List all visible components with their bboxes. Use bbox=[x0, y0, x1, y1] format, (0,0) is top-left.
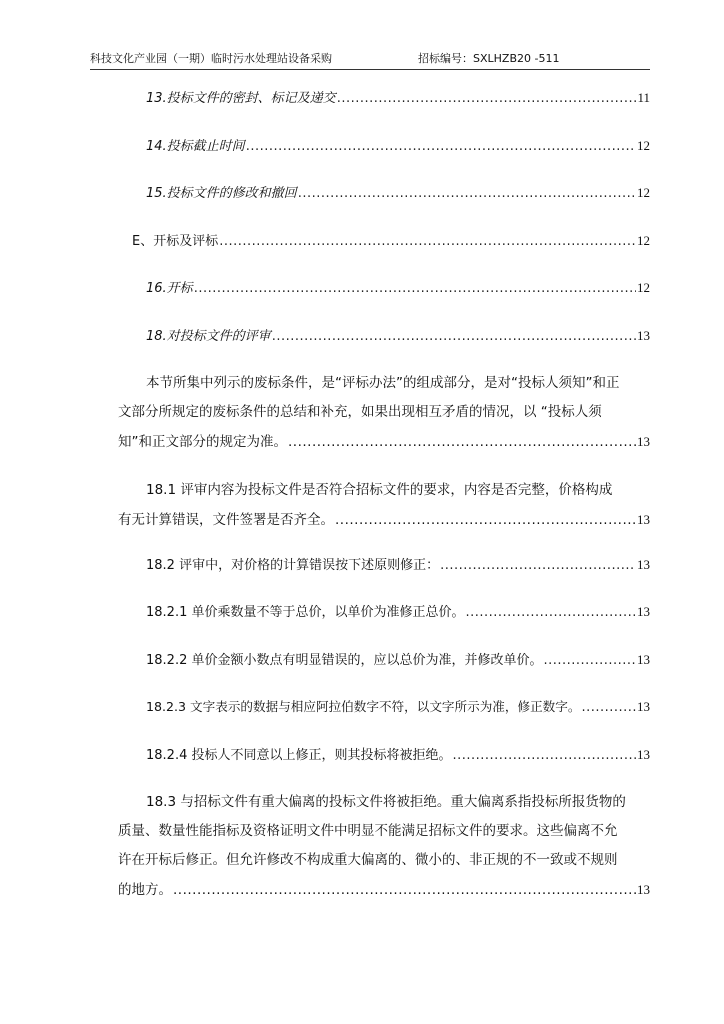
toc-entry-section-e[interactable] bbox=[132, 233, 650, 250]
toc-entry-16[interactable] bbox=[146, 280, 650, 297]
leader-dots bbox=[173, 876, 636, 905]
toc-entry-label: 14.投标截止时间 bbox=[146, 139, 245, 154]
paragraph-line: 知”和正文部分的规定为准。 bbox=[118, 434, 287, 450]
toc-entry-label: 13.投标文件的密封、标记及递交 bbox=[146, 91, 336, 106]
toc-page-number: 12 bbox=[637, 185, 650, 200]
toc-entry-18-2-2[interactable] bbox=[146, 652, 650, 669]
leader-dots bbox=[219, 234, 636, 250]
toc-page-number: 11 bbox=[637, 90, 650, 105]
header-bid-number: 招标编号：SXLHZB20 -511 bbox=[418, 52, 560, 65]
toc-entry-label: 18.2 评审中，对价格的计算错误按下述原则修正： bbox=[146, 558, 440, 573]
paragraph-last-line bbox=[118, 875, 650, 904]
toc-entry-label: 18.2.4 投标人不同意以上修正，则其投标将被拒绝。 bbox=[146, 748, 452, 763]
leader-dots bbox=[452, 748, 636, 764]
leader-dots bbox=[194, 281, 636, 297]
toc-entry-18-1[interactable] bbox=[118, 476, 650, 534]
toc-entry-15[interactable] bbox=[146, 185, 650, 202]
paragraph-line: 18.1 评审内容为投标文件是否符合招标文件的要求，内容是否完整，价格构成 bbox=[146, 482, 613, 498]
leader-dots bbox=[272, 329, 636, 345]
toc-page-number: 13 bbox=[637, 328, 650, 343]
paragraph-last-line bbox=[118, 505, 650, 534]
leader-dots bbox=[335, 506, 636, 535]
leader-dots bbox=[337, 91, 637, 107]
leader-dots bbox=[581, 700, 636, 716]
toc-entry-18[interactable] bbox=[146, 328, 650, 345]
toc-entry-14[interactable] bbox=[146, 138, 650, 155]
toc-page-number: 12 bbox=[637, 280, 650, 295]
toc-page-number: 13 bbox=[637, 747, 650, 762]
header-project-title: 科技文化产业园（一期）临时污水处理站设备采购 bbox=[90, 52, 332, 65]
paragraph-line: 质量、数量性能指标及资格证明文件中明显不能满足招标文件的要求。这些偏离不允 bbox=[118, 823, 618, 839]
toc-entry-18-2-1[interactable] bbox=[146, 604, 650, 621]
toc-entry-label: 15.投标文件的修改和撤回 bbox=[146, 186, 297, 201]
toc-entry-18-2[interactable] bbox=[146, 557, 650, 574]
paragraph-last-line bbox=[118, 427, 650, 456]
paragraph-line: 有无计算错误，文件签署是否齐全。 bbox=[118, 512, 334, 528]
toc-page-number: 13 bbox=[637, 652, 650, 667]
toc-entry-18-3[interactable] bbox=[118, 788, 650, 904]
toc-entry-intro-paragraph[interactable] bbox=[118, 369, 650, 456]
toc-entry-18-2-4[interactable] bbox=[146, 747, 650, 764]
toc-page-number: 12 bbox=[637, 233, 650, 248]
toc-page-number: 13 bbox=[637, 882, 650, 897]
toc-page-number: 13 bbox=[637, 699, 650, 714]
toc-entry-18-2-3[interactable] bbox=[146, 699, 650, 716]
toc-page-number: 13 bbox=[637, 434, 650, 449]
leader-dots bbox=[298, 186, 636, 202]
toc-entry-label: 18.2.1 单价乘数量不等于总价，以单价为准修正总价。 bbox=[146, 605, 465, 620]
paragraph-line: 许在开标后修正。但允许修改不构成重大偏离的、微小的、非正规的不一致或不规则 bbox=[118, 852, 618, 868]
paragraph-line: 本节所集中列示的废标条件，是“评标办法”的组成部分，是对“投标人须知”和正 bbox=[146, 375, 620, 391]
toc-entry-13[interactable] bbox=[146, 90, 650, 107]
toc-entry-label: E、开标及评标 bbox=[132, 234, 219, 249]
toc-entry-label: 18.2.3 文字表示的数据与相应阿拉伯数字不符，以文字所示为准，修正数字。 bbox=[146, 699, 581, 714]
leader-dots bbox=[246, 139, 636, 155]
toc-page-number: 12 bbox=[637, 138, 650, 153]
page-header bbox=[90, 52, 650, 70]
leader-dots bbox=[440, 558, 636, 574]
toc-entry-label: 18.对投标文件的评审 bbox=[146, 329, 271, 344]
leader-dots bbox=[465, 605, 636, 621]
toc-entry-label: 16.开标 bbox=[146, 281, 193, 296]
toc-page-number: 13 bbox=[637, 512, 650, 527]
paragraph-line: 的地方。 bbox=[118, 882, 172, 898]
paragraph-line: 18.3 与招标文件有重大偏离的投标文件将被拒绝。重大偏离系指投标所报货物的 bbox=[146, 794, 626, 810]
toc-page-number: 13 bbox=[637, 604, 650, 619]
toc-page-number: 13 bbox=[637, 557, 650, 572]
leader-dots bbox=[288, 428, 636, 457]
paragraph-line: 文部分所规定的废标条件的总结和补充，如果出现相互矛盾的情况，以 “投标人须 bbox=[118, 404, 602, 420]
toc-entry-label: 18.2.2 单价金额小数点有明显错误的，应以总价为准，并修改单价。 bbox=[146, 653, 543, 668]
leader-dots bbox=[543, 653, 636, 669]
